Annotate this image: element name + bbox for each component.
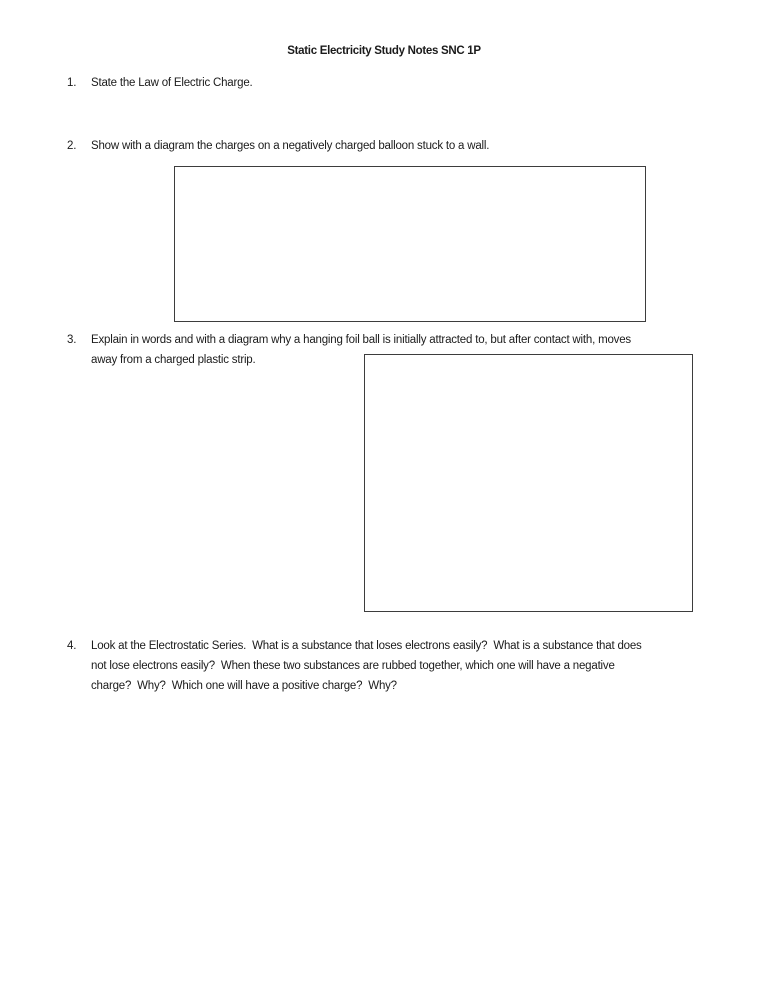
question-1-number: 1.	[67, 77, 77, 89]
question-3-diagram-box	[364, 354, 693, 612]
question-4-line-3: charge? Why? Which one will have a positive charge? Why?	[91, 680, 397, 692]
question-4-line-2: not lose electrons easily? When these two substances are rubbed together, which one will have a negative	[91, 660, 615, 672]
question-1-line-1: State the Law of Electric Charge.	[91, 77, 253, 89]
question-2-number: 2.	[67, 140, 77, 152]
question-2-line-1: Show with a diagram the charges on a negatively charged balloon stuck to a wall.	[91, 140, 490, 152]
question-2-diagram-box	[174, 166, 646, 322]
question-4-number: 4.	[67, 640, 77, 652]
question-2-text	[91, 136, 768, 156]
question-4-line-1: Look at the Electrostatic Series. What is a substance that loses electrons easily? What is a substance that does	[91, 640, 642, 652]
question-3-number: 3.	[67, 334, 77, 346]
page-title: Static Electricity Study Notes SNC 1P	[287, 45, 481, 57]
question-3-line-1: Explain in words and with a diagram why a hanging foil ball is initially attracted to, but after contact with, moves	[91, 334, 631, 346]
question-1-text	[91, 73, 768, 93]
question-1	[0, 73, 768, 93]
question-3-line-2: away from a charged plastic strip.	[91, 354, 256, 366]
question-4	[0, 636, 768, 696]
question-4-text	[91, 636, 768, 696]
question-2	[0, 136, 768, 156]
